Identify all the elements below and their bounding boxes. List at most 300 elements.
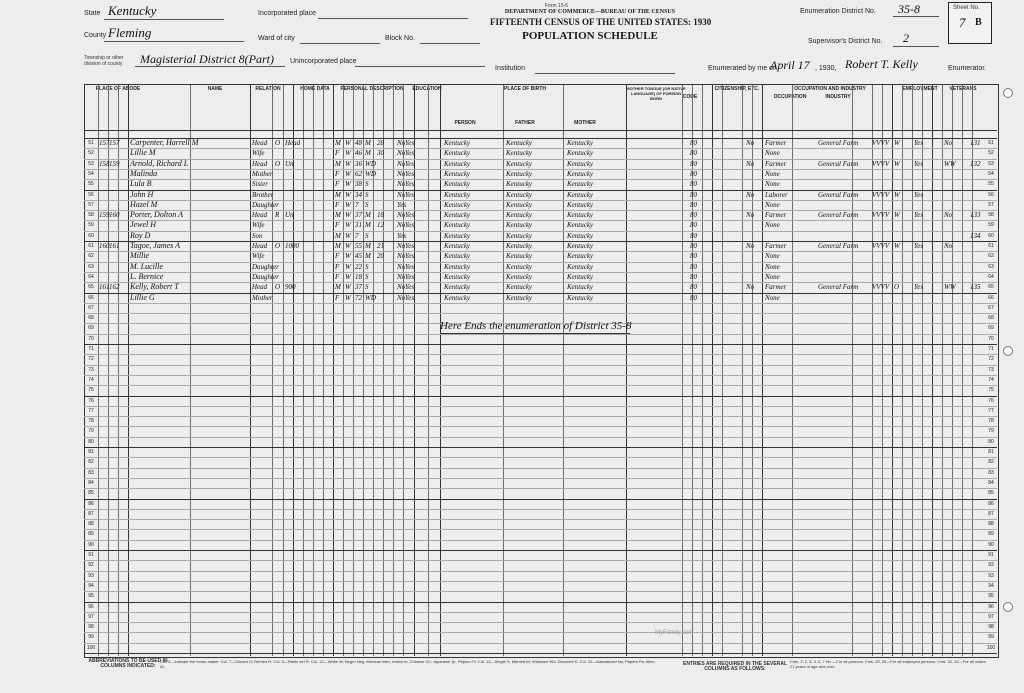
row-number: 86 [88,500,94,507]
form-number: Form 15-6 [545,3,569,9]
row-number: 53 [88,160,94,167]
entry-read: Yes [405,242,415,250]
watermark: MyFamily.com [655,630,694,636]
row-rule [84,231,997,232]
row-rule [84,632,997,633]
entry-name: Jewel H [130,220,156,230]
entry-race: W [345,200,351,209]
entry-code: 80 [690,272,697,281]
row-rule [84,602,997,603]
entry-industry: General Farm [818,283,859,292]
row-number: 67 [988,304,994,311]
row-number: 55 [988,181,994,188]
entry-age-first-marriage: 20 [377,252,384,261]
group-home-data: HOME DATA [300,86,330,92]
entry-read: Yes [405,283,415,292]
enumerated-date: April 17 [770,58,810,72]
row-number: 51 [988,140,994,146]
entry-line: 135 [970,283,981,292]
entry-relation: Mother [252,169,273,178]
row-rule [84,159,997,160]
entry-age-first-marriage: 21 [377,242,384,250]
binder-hole [1003,88,1013,98]
entry-war: No [746,242,755,250]
entry-name: Malinda [130,168,158,178]
row-rule [84,385,997,386]
entry-read: Yes [405,139,415,147]
group-education: EDUCATION [412,86,442,92]
entry-occupation: Farmer [765,211,787,220]
row-number: 71 [988,346,994,352]
entry-occupation: None [765,221,780,230]
row-number: 63 [988,263,994,270]
entry-age: 37 [355,211,362,220]
entry-name: M. Lucille [130,261,163,271]
row-rule [84,282,997,283]
row-number: 80 [988,438,994,445]
entry-age-first-marriage: 12 [377,221,384,230]
entry-mother: Kentucky [567,293,594,302]
entry-age: 48 [355,139,362,147]
entry-occupation: None [765,169,780,178]
row-number: 63 [88,263,94,270]
group-citizenship: CITIZENSHIP, ETC. [714,86,760,92]
row-number: 83 [88,469,94,476]
entry-code: 80 [690,149,697,158]
sheet-label: Sheet No. [953,5,980,11]
entry-veteran: No [944,242,953,250]
row-number: 68 [988,315,994,322]
entry-age: 38 [355,180,362,189]
row-number: 96 [988,603,994,610]
header-rule [84,130,997,131]
entry-mother: Kentucky [567,283,594,292]
entry-birth: Kentucky [444,242,471,250]
entry-race: W [345,242,351,250]
entry-school: No [397,283,406,292]
row-number: 72 [88,356,94,363]
township-value: Magisterial District 8(Part) [140,52,274,66]
row-rule [84,396,997,397]
entry-emp-code: VVVV [872,283,890,292]
entry-code: 80 [690,293,697,302]
entry-sex: F [335,221,340,230]
row-number: 68 [88,315,94,322]
entry-code: 80 [690,211,697,220]
entry-race: W [345,159,351,168]
row-rule [84,499,997,500]
row-number: 73 [88,366,94,373]
abbreviations-title: ABBREVIATIONS TO BE USED IN COLUMNS INDICATED: [88,658,168,669]
entry-relation: Wife [252,252,265,261]
entry-age: 36 [355,159,362,168]
row-number: 96 [88,603,94,610]
row-rule [84,406,997,407]
entry-age: 7 [355,200,359,209]
row-number: 94 [988,582,994,589]
row-number: 100 [986,644,996,651]
entry-school: No [397,149,406,158]
row-number: 75 [88,387,94,394]
row-rule [84,200,997,201]
entry-school: No [397,252,406,261]
entry-read: Yes [405,149,415,158]
entry-father: Kentucky [506,149,533,158]
group-personal-description: PERSONAL DESCRIPTION [340,86,404,92]
entry-code: 80 [690,283,697,292]
entry-marital: S [365,231,369,240]
row-number: 54 [988,170,994,177]
supervisor-value: 2 [903,31,909,45]
row-rule [84,148,997,149]
entry-name: Tagoe, James A [130,241,180,250]
group-place-of-birth: PLACE OF BIRTH [504,86,546,92]
incorporated-label: Incorporated place [258,10,316,17]
entry-school: Yes [397,200,407,209]
entry-class: W [894,190,900,199]
entry-read: Yes [405,262,415,271]
row-number: 56 [88,191,94,198]
entry-name: Porter, Dolton A [130,210,183,220]
entry-dwelling: 161 [99,283,110,292]
entry-father: Kentucky [506,242,533,250]
entry-occupation: Farmer [765,139,787,147]
row-rule [84,571,997,572]
entry-read: Yes [405,211,415,220]
row-rule [84,447,997,448]
entry-sex: M [335,190,341,199]
row-number: 92 [988,562,994,569]
entry-relation: Wife [252,221,265,230]
entry-relation: Brother [252,190,274,199]
entry-code: 80 [690,252,697,261]
row-number: 82 [988,459,994,466]
entry-war: No [746,211,755,220]
row-number: 81 [988,449,994,455]
enumerator-name: Robert T. Kelly [845,57,918,71]
entry-age: 31 [355,221,362,230]
row-rule [84,416,997,417]
entry-emp-code: VVVV [872,190,890,199]
entry-school: No [397,262,406,271]
entry-relation: Head [252,139,268,147]
group-mother-tongue: MOTHER TONGUE (OR NATIVE LANGUAGE) OF FOREIGN BORN [626,86,686,101]
group-place-of-abode: PLACE OF ABODE [95,86,141,92]
row-number: 83 [988,469,994,476]
entry-marital: M [365,211,371,220]
row-number: 100 [86,644,96,651]
entry-relation: Head [252,211,268,220]
entry-at-work: Yes [914,211,924,220]
row-rule [84,365,997,366]
unincorporated-label: Unincorporated place [290,58,357,65]
row-rule [84,653,997,654]
row-number: 66 [88,294,94,301]
row-number: 89 [88,531,94,538]
entry-occupation: None [765,200,780,209]
row-number: 76 [88,397,94,404]
entry-line: 132 [970,159,981,168]
row-number: 90 [88,541,94,548]
row-rule [84,210,997,211]
entry-father: Kentucky [506,231,533,240]
entry-occupation: None [765,272,780,281]
entry-school: No [397,272,406,281]
row-number: 61 [88,243,94,249]
row-number: 60 [988,232,994,239]
row-number: 75 [988,387,994,394]
entry-name: Roy D [130,230,151,240]
entry-marital: S [365,180,369,189]
row-number: 53 [988,160,994,167]
entry-class: O [894,283,900,292]
row-number: 98 [88,624,94,631]
entry-dwelling: 157 [99,139,110,147]
entry-marital: S [365,200,369,209]
entry-age: 72 [355,293,362,302]
entry-race: W [345,149,351,158]
county-value: Fleming [108,25,152,40]
entry-family: 161 [109,242,120,250]
entry-relation: Wife [252,149,265,158]
row-number: 77 [88,407,94,414]
entry-school: No [397,211,406,220]
group-employment: EMPLOYMENT [902,86,938,92]
entry-age: 7 [355,231,359,240]
row-number: 99 [88,634,94,641]
row-rule [84,622,997,623]
entry-school: No [397,221,406,230]
row-number: 89 [988,531,994,538]
entry-marital: M [365,139,371,147]
entry-school: No [397,293,406,302]
entry-school: No [397,180,406,189]
entry-age: 62 [355,169,362,178]
entry-occupation: None [765,180,780,189]
sub-father: FATHER [515,120,535,126]
row-number: 84 [88,479,94,486]
entry-emp-code: VVVV [872,211,890,220]
row-number: 86 [988,500,994,507]
abbreviations-text: Col. 5—Indicate the home-maker. Col. 7—Owned O, Rented R. Col. 9—Radio set R. Col. 12—White W, Negro Neg, Mexican Mex, Indian In, Chinese Ch, Japanese Jp, Filipino Fil. Col. 14—Single S, Married M, Widowed Wd, Divorced D. Col. 22—Naturalized Na, Papers Pa, Alien Al. [160,659,655,669]
ward-label: Ward of city [258,35,295,42]
entry-veteran: No [944,139,953,147]
entry-birth: Kentucky [444,159,471,168]
row-rule [84,560,997,561]
row-number: 80 [88,438,94,445]
row-rule [84,262,997,263]
row-number: 84 [988,479,994,486]
entry-birth: Kentucky [444,221,471,230]
entry-occupation: None [765,252,780,261]
entry-school: No [397,190,406,199]
entry-occupation: None [765,262,780,271]
entry-sex: M [335,211,341,220]
entry-class: W [894,139,900,147]
row-number: 70 [88,335,94,342]
entry-at-work: Yes [914,139,924,147]
entry-marital: WD [365,159,376,168]
entry-age-first-marriage: 28 [377,139,384,147]
entry-age: 18 [355,272,362,281]
entry-war: No [746,139,755,147]
entry-sex: F [335,200,340,209]
row-rule [84,529,997,530]
entry-sex: F [335,293,340,302]
binder-hole [1003,346,1013,356]
entry-code: 80 [690,159,697,168]
entry-read: Yes [405,169,415,178]
entry-age: 37 [355,283,362,292]
entry-relation: Head [252,242,268,250]
row-number: 58 [988,212,994,219]
entry-marital: S [365,190,369,199]
county-label: County [84,32,107,39]
row-number: 56 [988,191,994,198]
entry-industry: General Farm [818,139,859,147]
sheet-number: 7 [959,15,966,30]
entry-relation: Daughter [252,262,279,271]
sheet-box [948,2,992,44]
entry-mother: Kentucky [567,180,594,189]
entry-father: Kentucky [506,180,533,189]
row-rule [84,354,997,355]
entry-sex: M [335,139,341,147]
entry-value: Head [285,139,301,147]
entry-family: 159 [109,159,120,168]
entry-code: 80 [690,262,697,271]
entry-relation: Mother [252,293,273,302]
entry-marital: WD [365,293,376,302]
row-number: 95 [88,593,94,600]
entry-school: Yes [397,231,407,240]
entry-father: Kentucky [506,262,533,271]
row-number: 57 [88,201,94,208]
row-rule [84,437,997,438]
entry-mother: Kentucky [567,139,594,147]
entry-line: 133 [970,211,981,220]
entry-race: W [345,272,351,281]
entry-marital: M [365,221,371,230]
entry-war: No [746,283,755,292]
row-number: 59 [988,222,994,229]
entry-age-first-marriage: 18 [377,211,384,220]
entry-marital: M [365,149,371,158]
entry-dwelling: 159 [99,211,110,220]
row-rule [84,488,997,489]
entry-birth: Kentucky [444,211,471,220]
entry-sex: M [335,159,341,168]
entry-birth: Kentucky [444,272,471,281]
row-number: 88 [988,521,994,528]
entry-at-work: Yes [914,242,924,250]
entry-father: Kentucky [506,272,533,281]
entry-code: 80 [690,180,697,189]
entry-line: 134 [970,231,981,240]
year-suffix: , 1930, [815,65,837,72]
row-rule [84,612,997,613]
entry-birth: Kentucky [444,139,471,147]
entry-code: 80 [690,221,697,230]
entry-industry: General Farm [818,190,859,199]
ed-value: 35-8 [898,2,920,16]
sheet-side: B [975,17,982,28]
row-number: 87 [988,510,994,517]
entry-occupation: None [765,149,780,158]
row-rule [84,478,997,479]
entry-birth: Kentucky [444,200,471,209]
row-number: 73 [988,366,994,373]
entry-mother: Kentucky [567,231,594,240]
row-rule [84,313,997,314]
group-veterans: VETERANS [949,86,977,92]
row-rule [84,241,997,242]
entry-birth: Kentucky [444,252,471,261]
entry-code: 80 [690,200,697,209]
row-rule [84,457,997,458]
row-number: 85 [988,490,994,497]
entry-sex: M [335,283,341,292]
entry-name: Carpenter, Harrell M [130,138,199,147]
row-rule [84,426,997,427]
entry-relation: Head [252,283,268,292]
row-number: 79 [88,428,94,435]
row-number: 55 [88,181,94,188]
row-number: 65 [988,284,994,291]
row-rule [84,643,997,644]
entry-value: 1000 [285,242,299,250]
entry-code: 80 [690,242,697,250]
entry-race: W [345,293,351,302]
entry-industry: General Farm [818,211,859,220]
row-number: 70 [988,335,994,342]
township-label: Township or other division of county [84,55,124,67]
entry-family: 160 [109,211,120,220]
state-label: State [84,10,101,17]
entry-race: W [345,252,351,261]
entry-value: Un [285,211,294,220]
enumerator-label: Enumerator. [948,65,987,72]
entry-occupation: Farmer [765,283,787,292]
entry-emp-code: VVVV [872,242,890,250]
entry-marital: M [365,242,371,250]
row-number: 52 [988,150,994,157]
row-number: 93 [88,572,94,579]
block-label: Block No. [385,35,415,42]
row-rule [84,138,997,139]
entry-mother: Kentucky [567,272,594,281]
entry-read: Yes [405,190,415,199]
census-title: FIFTEENTH CENSUS OF THE UNITED STATES: 1930 [490,17,712,27]
entry-family: 162 [109,283,120,292]
row-number: 85 [88,490,94,497]
row-number: 57 [988,201,994,208]
row-rule [84,169,997,170]
entry-value: Un [285,159,294,168]
entry-age: 46 [355,149,362,158]
entry-veteran: No [944,211,953,220]
row-number: 92 [88,562,94,569]
entry-name: Kelly, Robert T [130,282,179,292]
entry-family: 157 [109,139,120,147]
row-rule [84,519,997,520]
entry-mother: Kentucky [567,242,594,250]
entry-code: 80 [690,190,697,199]
sub-occupation: OCCUPATION [773,94,807,100]
entry-veteran: WW [944,283,956,292]
entry-relation: Daughter [252,200,279,209]
entry-mother: Kentucky [567,262,594,271]
